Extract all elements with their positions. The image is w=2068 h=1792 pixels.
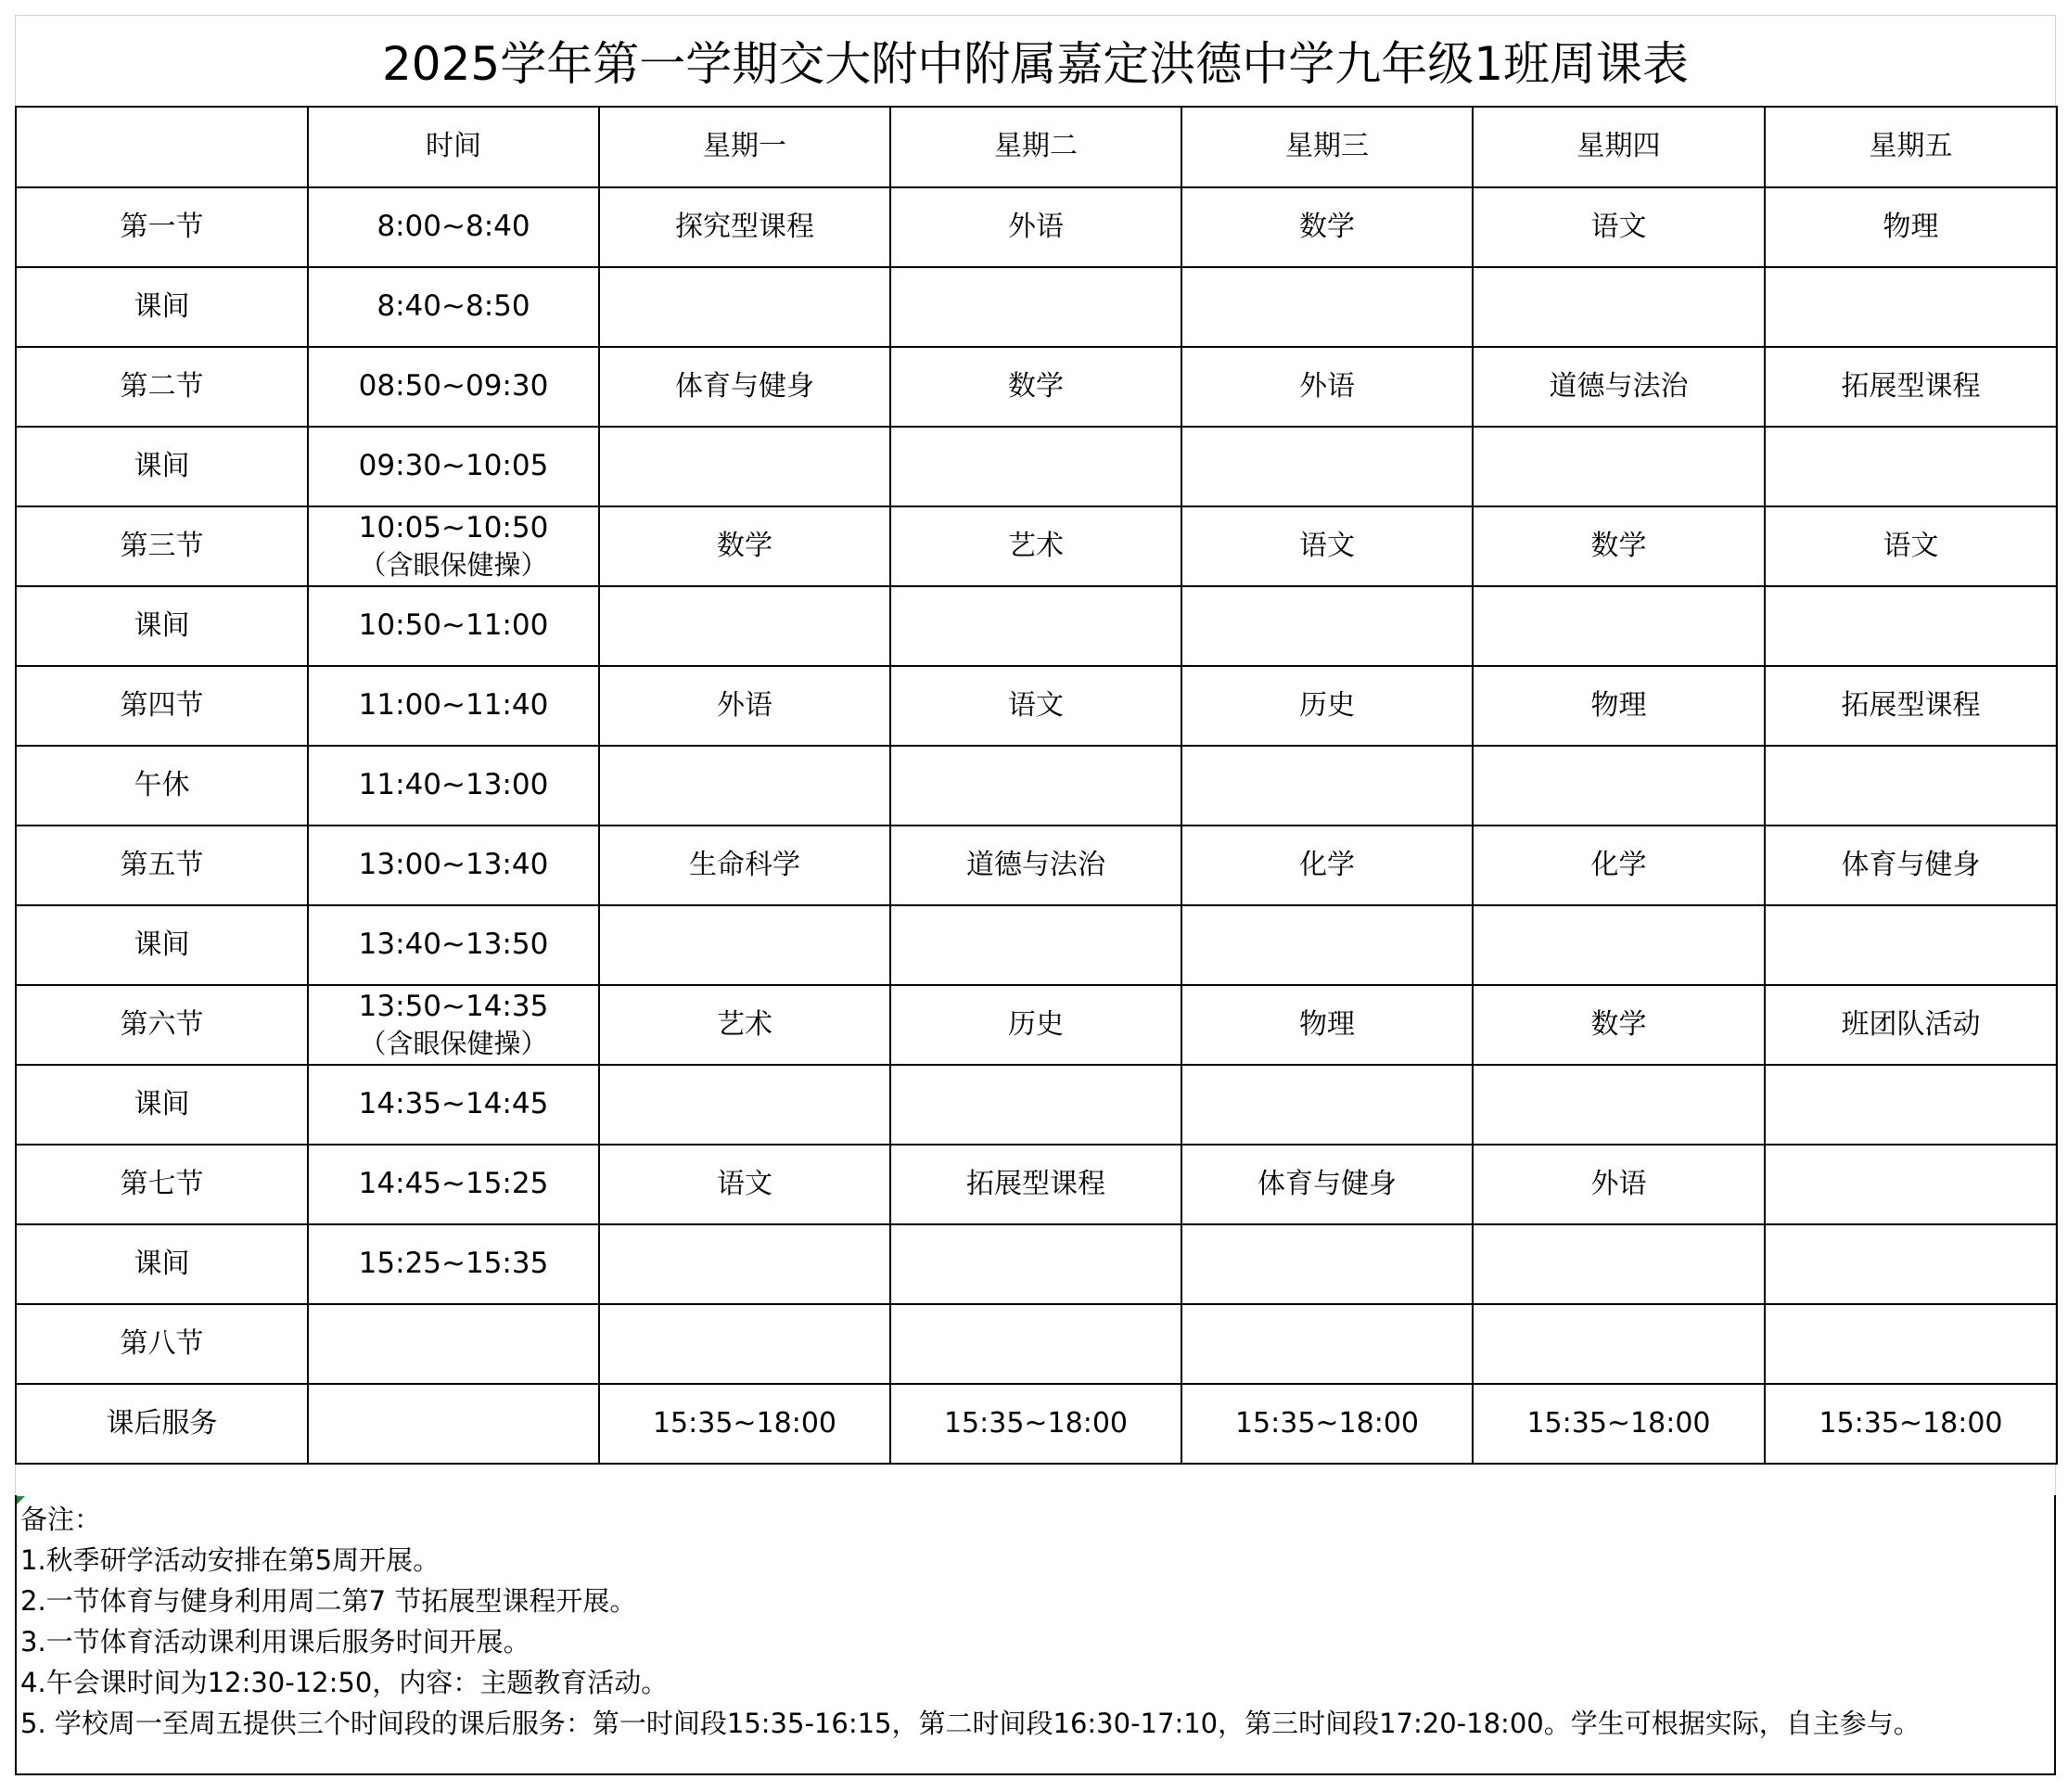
subject-cell (1473, 267, 1765, 347)
subject-cell: 拓展型课程 (1765, 666, 2057, 746)
subject-cell (1765, 1304, 2057, 1384)
period-time-note: （含眼保健操） (359, 1028, 548, 1060)
period-label: 课间 (16, 1065, 308, 1145)
period-time-cell (308, 586, 599, 666)
period-time: 10:05~10:50 (358, 510, 549, 544)
subject-cell (1181, 1065, 1473, 1145)
period-time: 09:30~10:05 (358, 449, 549, 483)
subject-cell: 物理 (1473, 666, 1765, 746)
period-time: 13:00~13:40 (358, 848, 549, 882)
period-label: 课间 (16, 427, 308, 506)
subject-cell (1181, 746, 1473, 826)
subject-cell: 数学 (890, 347, 1181, 427)
day-header-thursday: 星期四 (1473, 107, 1765, 187)
period-time-cell (308, 506, 599, 586)
timetable-row (16, 586, 2057, 666)
period-time-cell (308, 1224, 599, 1304)
period-label: 第六节 (16, 985, 308, 1065)
timetable-row (16, 1065, 2057, 1145)
subject-cell (1765, 746, 2057, 826)
subject-cell (599, 1224, 890, 1304)
note-item: 1.秋季研学活动安排在第5周开展。 (20, 1544, 440, 1576)
subject-cell: 拓展型课程 (1765, 347, 2057, 427)
period-time-cell (308, 427, 599, 506)
period-label: 第一节 (16, 187, 308, 267)
timetable-row (16, 427, 2057, 506)
subject-cell (1765, 1224, 2057, 1304)
subject-cell (1473, 1224, 1765, 1304)
header-row (16, 107, 2057, 187)
subject-cell: 体育与健身 (599, 347, 890, 427)
subject-cell: 语文 (1181, 506, 1473, 586)
subject-cell: 15:35~18:00 (1473, 1384, 1765, 1464)
subject-cell (890, 427, 1181, 506)
period-label: 课间 (16, 586, 308, 666)
subject-cell (599, 586, 890, 666)
subject-cell: 语文 (1765, 506, 2057, 586)
subject-cell (1473, 586, 1765, 666)
timetable-row (16, 187, 2057, 267)
period-time-cell (308, 267, 599, 347)
period-label: 课间 (16, 1224, 308, 1304)
period-time: 8:40~8:50 (377, 289, 530, 324)
period-time-cell (308, 1384, 599, 1464)
subject-cell: 体育与健身 (1181, 1145, 1473, 1224)
subject-cell: 探究型课程 (599, 187, 890, 267)
period-time: 15:25~15:35 (358, 1247, 549, 1281)
timetable-row (16, 267, 2057, 347)
notes-section (15, 1495, 2056, 1775)
period-label: 第二节 (16, 347, 308, 427)
subject-cell (1473, 905, 1765, 985)
subject-cell: 体育与健身 (1765, 826, 2057, 905)
period-label: 第三节 (16, 506, 308, 586)
note-item: 5. 学校周一至周五提供三个时间段的课后服务：第一时间段15:35-16:15，第二时间段16:30-17:10，第三时间段17:20-18:00。学生可根据实际，自主参与。 (20, 1708, 1921, 1739)
note-item: 3.一节体育活动课利用课后服务时间开展。 (20, 1626, 530, 1658)
period-label: 课间 (16, 267, 308, 347)
subject-cell (890, 905, 1181, 985)
timetable (15, 106, 2058, 1465)
period-time-cell (308, 666, 599, 746)
day-header-wednesday: 星期三 (1181, 107, 1473, 187)
period-time-cell (308, 1145, 599, 1224)
period-time: 13:50~14:35 (358, 989, 549, 1023)
subject-cell: 外语 (599, 666, 890, 746)
subject-cell (1765, 427, 2057, 506)
period-time: 11:00~11:40 (358, 688, 549, 723)
period-time: 10:50~11:00 (358, 608, 549, 643)
period-time-cell (308, 905, 599, 985)
subject-cell (1765, 267, 2057, 347)
subject-cell (1181, 1304, 1473, 1384)
subject-cell (1181, 267, 1473, 347)
subject-cell: 道德与法治 (1473, 347, 1765, 427)
subject-cell: 语文 (599, 1145, 890, 1224)
period-time-cell (308, 826, 599, 905)
note-item: 4.午会课时间为12:30-12:50，内容：主题教育活动。 (20, 1667, 669, 1698)
subject-cell: 数学 (1473, 985, 1765, 1065)
day-header-friday: 星期五 (1765, 107, 2057, 187)
subject-cell (1765, 905, 2057, 985)
subject-cell: 数学 (1473, 506, 1765, 586)
subject-cell: 历史 (890, 985, 1181, 1065)
timetable-row (16, 666, 2057, 746)
day-header-tuesday: 星期二 (890, 107, 1181, 187)
subject-cell (1765, 1065, 2057, 1145)
period-time: 11:40~13:00 (358, 768, 549, 802)
notes-heading: 备注： (20, 1504, 102, 1535)
subject-cell: 化学 (1181, 826, 1473, 905)
subject-cell (1473, 746, 1765, 826)
subject-cell: 外语 (890, 187, 1181, 267)
subject-cell: 15:35~18:00 (1765, 1384, 2057, 1464)
period-time-cell (308, 1304, 599, 1384)
subject-cell (1181, 427, 1473, 506)
subject-cell (890, 267, 1181, 347)
subject-cell: 物理 (1765, 187, 2057, 267)
subject-cell (599, 1304, 890, 1384)
page-title: 2025学年第一学期交大附中附属嘉定洪德中学九年级1班周课表 (381, 37, 1690, 91)
timetable-row (16, 826, 2057, 905)
subject-cell (599, 427, 890, 506)
subject-cell: 外语 (1181, 347, 1473, 427)
subject-cell: 语文 (1473, 187, 1765, 267)
period-label: 第五节 (16, 826, 308, 905)
subject-cell (599, 1065, 890, 1145)
period-time-cell (308, 187, 599, 267)
subject-cell (1765, 1145, 2057, 1224)
period-time-cell (308, 985, 599, 1065)
period-label: 第八节 (16, 1304, 308, 1384)
subject-cell (599, 905, 890, 985)
subject-cell (1473, 1304, 1765, 1384)
subject-cell (890, 1304, 1181, 1384)
time-header: 时间 (308, 107, 599, 187)
subject-cell: 语文 (890, 666, 1181, 746)
subject-cell: 数学 (1181, 187, 1473, 267)
period-time-cell (308, 746, 599, 826)
subject-cell (890, 586, 1181, 666)
subject-cell (1181, 586, 1473, 666)
period-label: 课间 (16, 905, 308, 985)
period-time: 14:45~15:25 (358, 1167, 549, 1201)
period-time: 13:40~13:50 (358, 928, 549, 962)
subject-cell: 拓展型课程 (890, 1145, 1181, 1224)
subject-cell: 15:35~18:00 (599, 1384, 890, 1464)
subject-cell: 班团队活动 (1765, 985, 2057, 1065)
timetable-row (16, 985, 2057, 1065)
subject-cell (599, 267, 890, 347)
timetable-row (16, 506, 2057, 586)
subject-cell (599, 746, 890, 826)
timetable-row (16, 746, 2057, 826)
note-item: 2.一节体育与健身利用周二第7 节拓展型课程开展。 (20, 1585, 637, 1617)
subject-cell: 艺术 (599, 985, 890, 1065)
subject-cell (890, 746, 1181, 826)
subject-cell (1181, 905, 1473, 985)
subject-cell (1473, 427, 1765, 506)
period-label: 第七节 (16, 1145, 308, 1224)
subject-cell: 15:35~18:00 (1181, 1384, 1473, 1464)
timetable-row (16, 1145, 2057, 1224)
period-label: 午休 (16, 746, 308, 826)
subject-cell (890, 1224, 1181, 1304)
period-time: 14:35~14:45 (358, 1087, 549, 1121)
subject-cell: 外语 (1473, 1145, 1765, 1224)
period-time: 8:00~8:40 (377, 210, 530, 244)
subject-cell (1181, 1224, 1473, 1304)
period-label: 课后服务 (16, 1384, 308, 1464)
period-time-cell (308, 347, 599, 427)
timetable-row (16, 1304, 2057, 1384)
subject-cell (890, 1065, 1181, 1145)
subject-cell: 生命科学 (599, 826, 890, 905)
day-header-monday: 星期一 (599, 107, 890, 187)
timetable-row (16, 905, 2057, 985)
corner-cell (16, 107, 308, 187)
subject-cell: 道德与法治 (890, 826, 1181, 905)
timetable-row (16, 1384, 2057, 1464)
subject-cell: 物理 (1181, 985, 1473, 1065)
subject-cell: 15:35~18:00 (890, 1384, 1181, 1464)
subject-cell (1765, 586, 2057, 666)
subject-cell: 历史 (1181, 666, 1473, 746)
period-label: 第四节 (16, 666, 308, 746)
subject-cell: 化学 (1473, 826, 1765, 905)
subject-cell: 数学 (599, 506, 890, 586)
period-time-note: （含眼保健操） (359, 549, 548, 582)
timetable-row (16, 1224, 2057, 1304)
timetable-row (16, 347, 2057, 427)
period-time: 08:50~09:30 (358, 369, 549, 403)
subject-cell (1473, 1065, 1765, 1145)
subject-cell: 艺术 (890, 506, 1181, 586)
period-time-cell (308, 1065, 599, 1145)
